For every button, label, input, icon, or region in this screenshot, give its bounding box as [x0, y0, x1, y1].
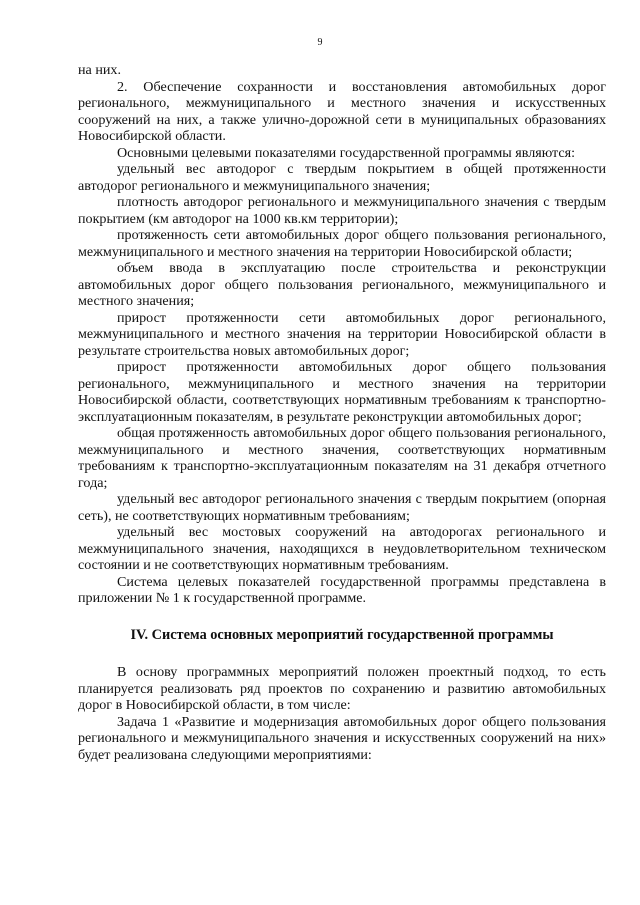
indicator-item: объем ввода в эксплуатацию после строительства и реконструкции автомобильных дорог общего пользования регионального, межмуниципального и местного значения; [78, 260, 606, 309]
paragraph-goal-2: 2. Обеспечение сохранности и восстановления автомобильных дорог регионального, межмуниципального и местного значения и искусственных сооружений на них, а также улично-дорожной сети в муниципальных образованиях Новосибирской области. [78, 78, 606, 144]
section-heading: IV. Система основных мероприятий государственной программы [130, 626, 554, 643]
document-body [78, 62, 606, 763]
page-number: 9 [317, 37, 323, 48]
indicator-item: плотность автодорог регионального и межмуниципального значения с твердым покрытием (км автодорог на 1000 кв.км территории); [78, 194, 606, 227]
indicator-item: прирост протяженности автомобильных дорог общего пользования регионального, межмуниципального и местного значения на территории Новосибирской области, соответствующих нормативным требованиям к транспортно-эксплуатационным показателям, в результате реконструкции автомобильных дорог; [78, 359, 606, 425]
paragraph-indicators-appendix: Система целевых показателей государственной программы представлена в приложении № 1 к государственной программе. [78, 573, 606, 606]
paragraph-project-approach: В основу программных мероприятий положен проектный подход, то есть планируется реализовать ряд проектов по сохранению и развитию автомобильных дорог в Новосибирской области, в том числе: [78, 664, 606, 713]
paragraph-continuation: на них. [78, 62, 121, 78]
paragraph-indicators-intro: Основными целевыми показателями государственной программы являются: [117, 144, 576, 161]
indicator-item: удельный вес мостовых сооружений на автодорогах регионального и межмуниципального значения, находящихся в неудовлетворительном техническом состоянии и не соответствующих нормативным требованиям. [78, 524, 606, 573]
paragraph-task-1: Задача 1 «Развитие и модернизация автомобильных дорог общего пользования регионального и межмуниципального значения и искусственных сооружений на них» будет реализована следующими мероприятиями: [78, 713, 606, 763]
indicator-item: удельный вес автодорог с твердым покрытием в общей протяженности автодорог регионального и межмуниципального значения; [78, 161, 606, 194]
indicator-item: прирост протяженности сети автомобильных дорог регионального, межмуниципального и местного значения на территории Новосибирской области в результате строительства новых автомобильных дорог; [78, 309, 606, 359]
indicator-item: удельный вес автодорог регионального значения с твердым покрытием (опорная сеть), не соответствующих нормативным требованиям; [78, 491, 606, 524]
indicator-item: протяженность сети автомобильных дорог общего пользования регионального, межмуниципального и местного значения на территории Новосибирской области; [78, 227, 606, 260]
indicator-item: общая протяженность автомобильных дорог общего пользования регионального, межмуниципального и местного значения, соответствующих нормативным требованиям к транспортно-эксплуатационным показателям на 31 декабря отчетного года; [78, 425, 606, 491]
